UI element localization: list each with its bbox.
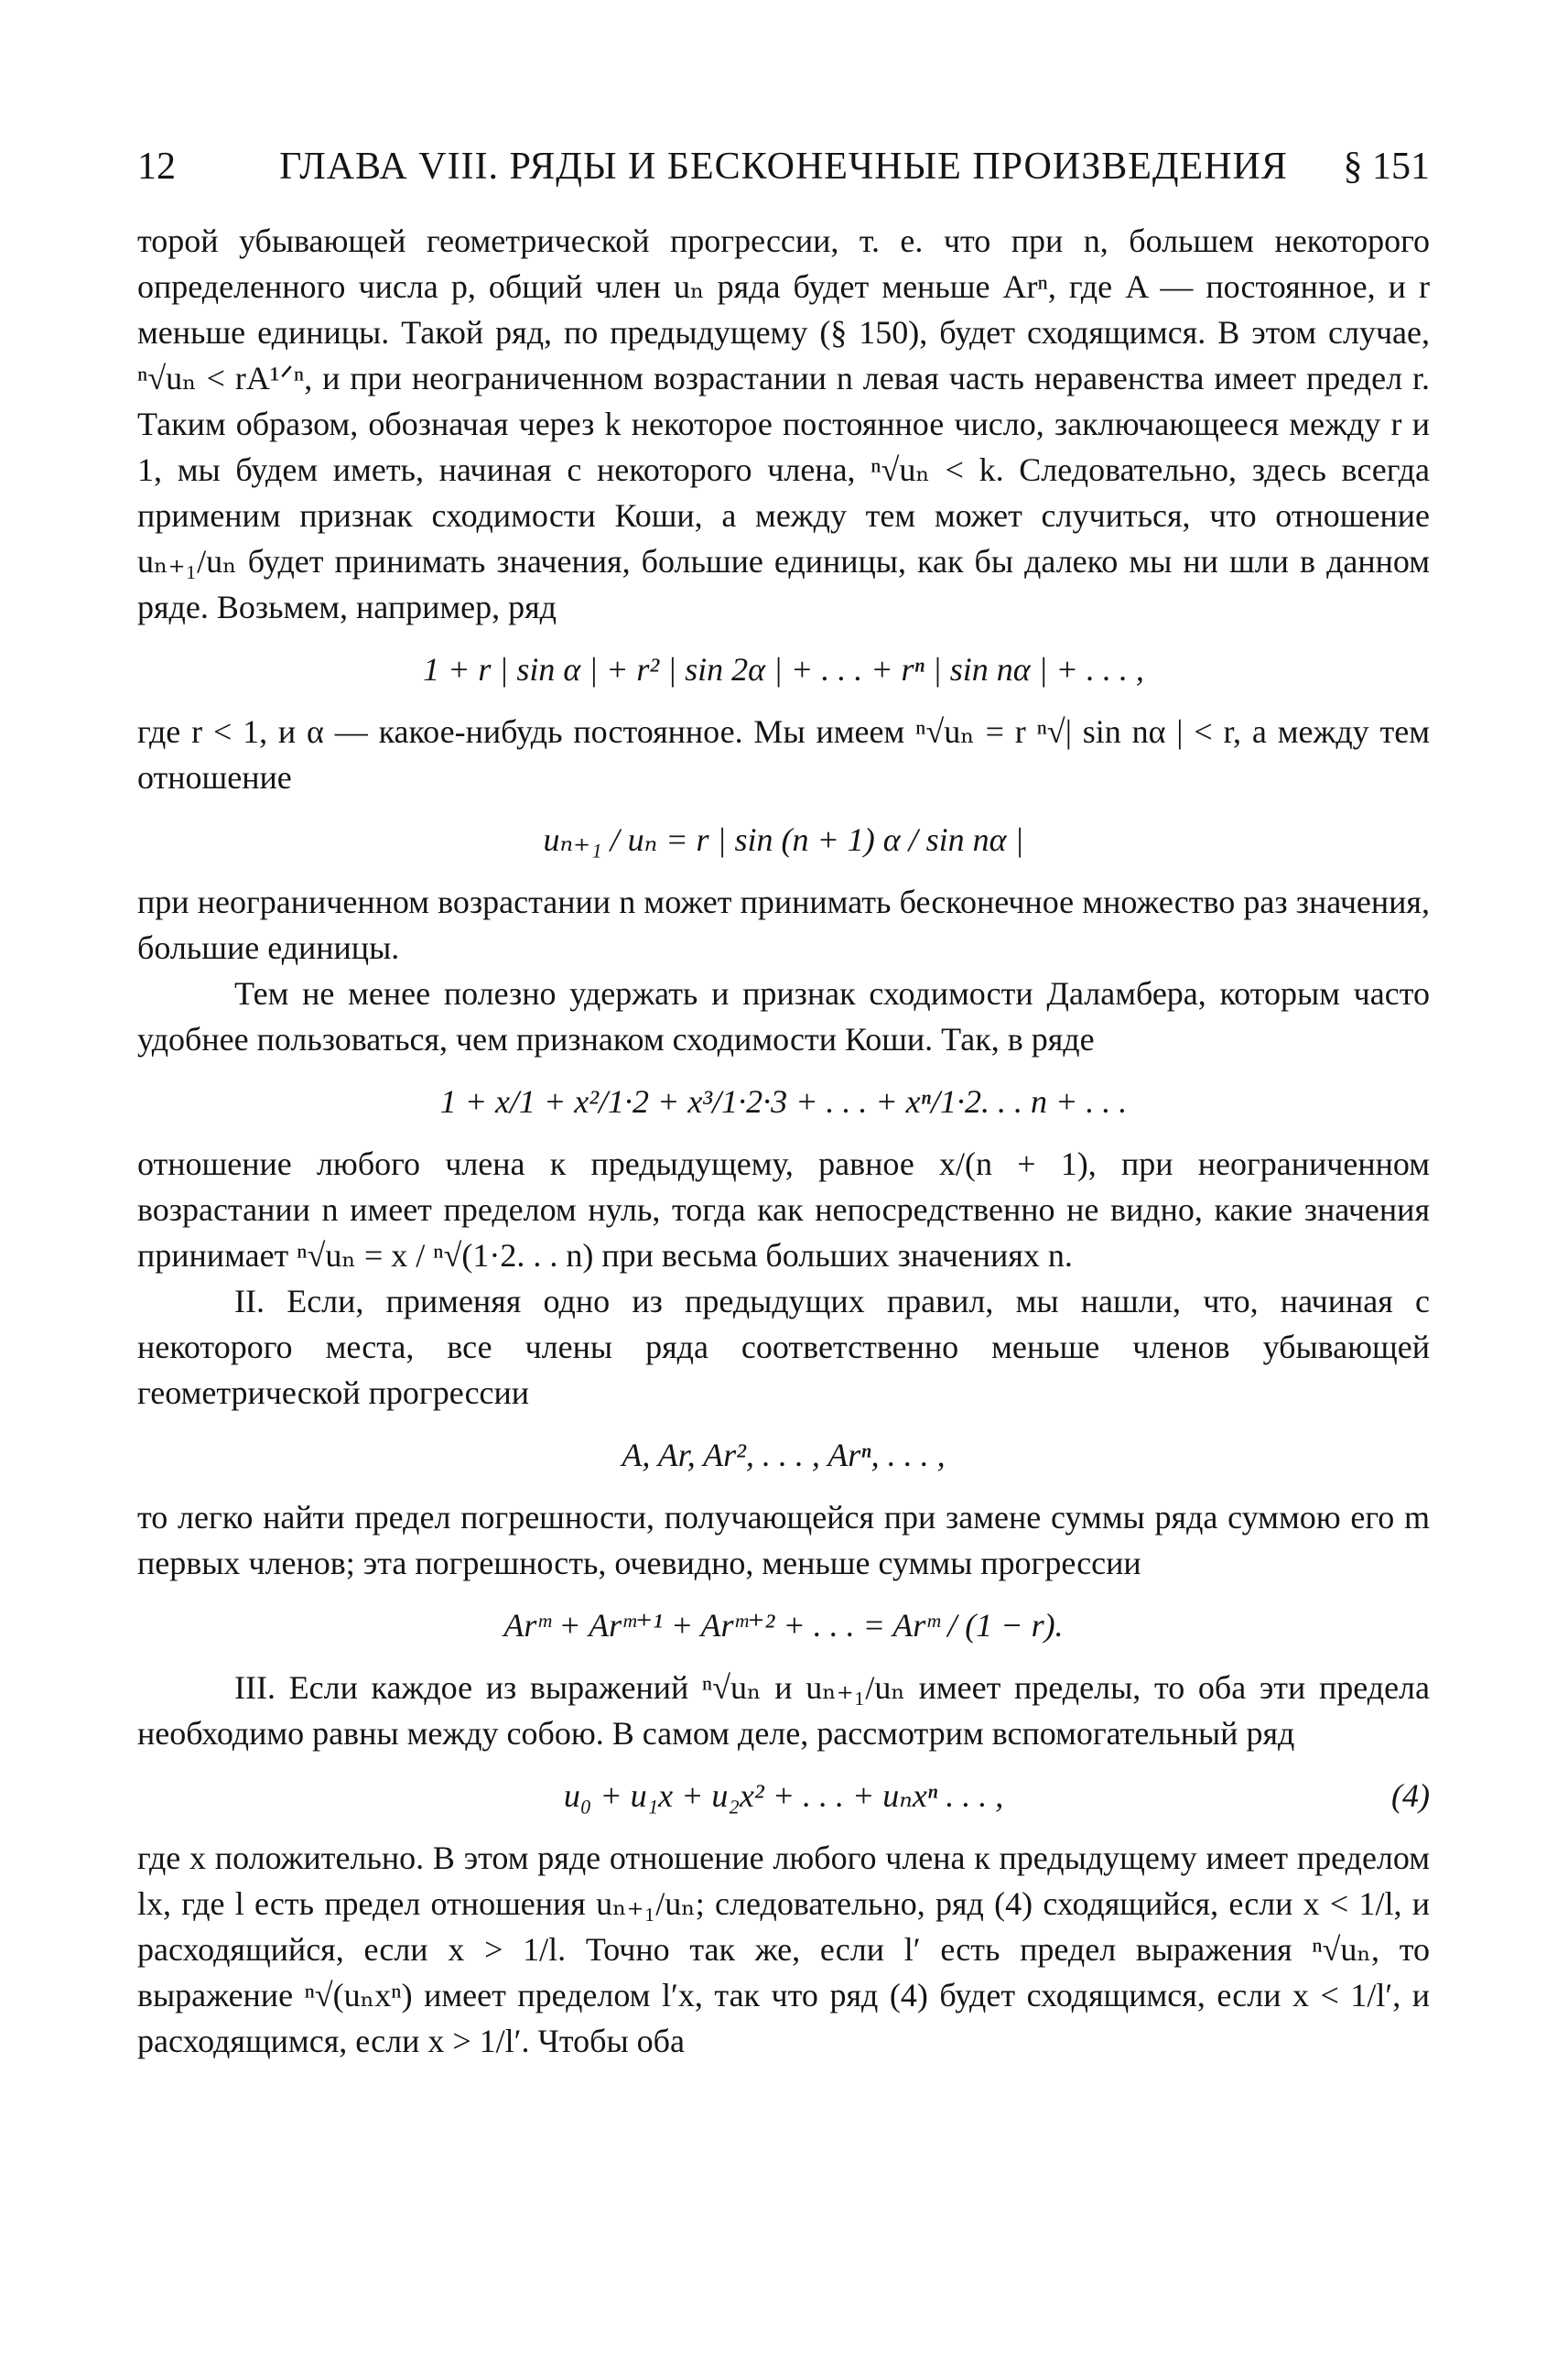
equation-geometric-progression: A, Ar, Ar², . . . , Arⁿ, . . . , [622,1437,946,1473]
paragraph-7: то легко найти предел погрешности, получающейся при замене суммы ряда суммою его m первых членов; эта погрешность, очевидно, меньше суммы прогрессии [137,1499,1430,1581]
chapter-title: ГЛАВА VIII. РЯДЫ И БЕСКОНЕЧНЫЕ ПРОИЗВЕДЕНИЯ [279,146,1288,188]
page-number: 12 [137,146,176,188]
running-header [137,136,1430,190]
paragraph-2: где r < 1, и α — какое-нибудь постоянное. Мы имеем ⁿ√uₙ = r ⁿ√| sin nα | < r, а между тем отношение [137,713,1430,796]
equation-4-number: (4) [1391,1777,1430,1814]
paragraph-5: отношение любого члена к предыдущему, равное x/(n + 1), при неограниченном возрастании n имеет пределом нуль, тогда как непосредственно не видно, какие значения принимает ⁿ√uₙ = x / ⁿ√(1·2. . . n) при весьма больших значениях n. [137,1145,1430,1274]
equation-series-sin: 1 + r | sin α | + r² | sin 2α | + . . . + rⁿ | sin nα | + . . . , [423,651,1144,688]
equation-4-body: u₀ + u₁x + u₂x² + . . . + uₙxⁿ . . . , [563,1777,1004,1814]
equation-progression-sum: Arᵐ + Arᵐ⁺¹ + Arᵐ⁺² + . . . = Arᵐ / (1 − r). [503,1607,1064,1644]
paragraph-3: при неограниченном возрастании n может принимать бесконечное множество раз значения, большие единицы. [137,884,1430,966]
paragraph-9: где x положительно. В этом ряде отношение любого члена к предыдущему имеет пределом lx, где l есть предел отношения uₙ₊₁/uₙ; следовательно, ряд (4) сходящийся, если x < 1/l, и расходящийся, если x > 1/l. Точно так же, если l′ есть предел выражения ⁿ√uₙ, то выражение ⁿ√(uₙxⁿ) имеет пределом l′x, так что ряд (4) будет сходящимся, если x < 1/l′, и расходящимся, если x > 1/l′. Чтобы оба [137,1840,1430,2059]
equation-ratio-sin: uₙ₊₁ / uₙ = r | sin (n + 1) α / sin nα | [543,821,1024,858]
page-body [137,218,1430,2064]
paragraph-8: III. Если каждое из выражений ⁿ√uₙ и uₙ₊₁/uₙ имеет пределы, то оба эти предела необходимо равны между собою. В самом деле, рассмотрим вспомогательный ряд [137,1669,1430,1752]
section-number: § 151 [1343,146,1430,188]
paragraph-1: торой убывающей геометрической прогрессии, т. е. что при n, большем некоторого определенного числа p, общий член uₙ ряда будет меньше Arⁿ, где A — постоянное, и r меньше единицы. Такой ряд, по предыдущему (§ 150), будет сходящимся. В этом случае, ⁿ√uₙ < rA¹ᐟⁿ, и при неограниченном возрастании n левая часть неравенства имеет предел r. Таким образом, обозначая через k некоторое постоянное число, заключающееся между r и 1, мы будем иметь, начиная с некоторого члена, ⁿ√uₙ < k. Следовательно, здесь всегда применим признак сходимости Коши, а между тем может случиться, что отношение uₙ₊₁/uₙ будет принимать значения, большие единицы, как бы далеко мы ни шли в данном ряде. Возьмем, например, ряд [137,223,1430,625]
equation-exp-series: 1 + x/1 + x²/1·2 + x³/1·2·3 + . . . + xⁿ/1·2. . . n + . . . [439,1083,1128,1120]
paragraph-6: II. Если, применяя одно из предыдущих правил, мы нашли, что, начиная с некоторого места, все члены ряда соответственно меньше членов убывающей геометрической прогрессии [137,1283,1430,1411]
paragraph-4: Тем не менее полезно удержать и признак сходимости Даламбера, которым часто удобнее пользоваться, чем признаком сходимости Коши. Так, в ряде [137,975,1430,1058]
equation-4 [137,1773,1430,1818]
